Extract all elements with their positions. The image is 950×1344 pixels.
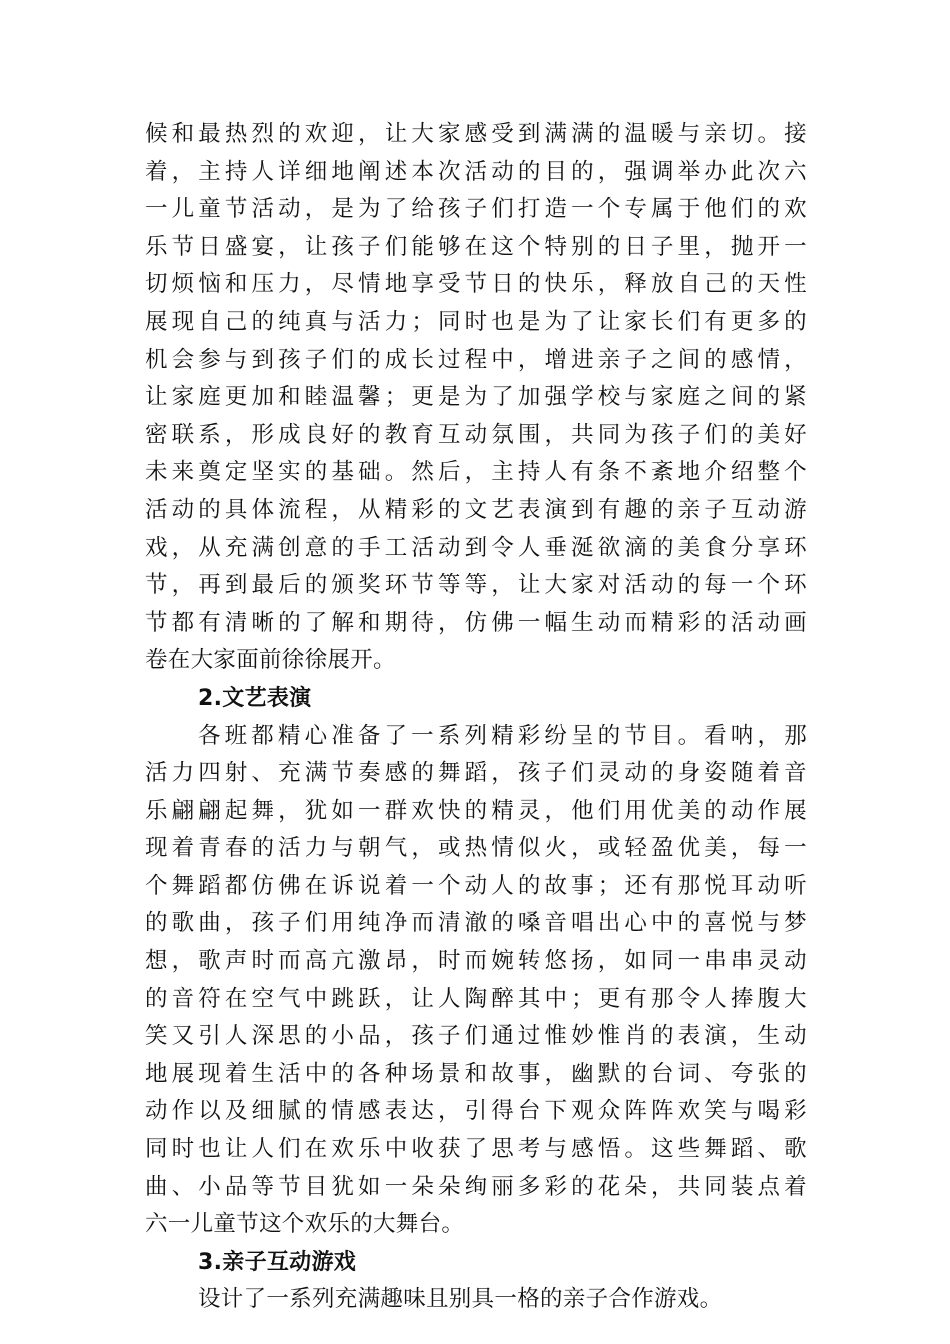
text-line: 想，歌声时而高亢激昂，时而婉转悠扬，如同一串串灵动 [145, 948, 807, 975]
text-line: 个舞蹈都仿佛在诉说着一个动人的故事；还有那悦耳动听 [145, 872, 807, 899]
section-heading-performance: 2.文艺表演 [198, 685, 312, 711]
text-line: 节，再到最后的颁奖环节等等，让大家对活动的每一个环 [145, 572, 807, 599]
text-line: 同时也让人们在欢乐中收获了思考与感悟。这些舞蹈、歌 [145, 1136, 807, 1163]
text-line: 的音符在空气中跳跃，让人陶醉其中；更有那令人捧腹大 [145, 985, 807, 1012]
text-line: 活力四射、充满节奏感的舞蹈，孩子们灵动的身姿随着音 [145, 760, 807, 787]
text-line: 让家庭更加和睦温馨；更是为了加强学校与家庭之间的紧 [145, 384, 807, 411]
text-line: 机会参与到孩子们的成长过程中，增进亲子之间的感情， [145, 346, 807, 373]
paragraph-parent-child-games [145, 1281, 807, 1319]
text-line: 乐翩翩起舞，犹如一群欢快的精灵，他们用优美的动作展 [145, 797, 807, 824]
text-line: 节都有清晰的了解和期待，仿佛一幅生动而精彩的活动画 [145, 609, 807, 636]
text-line: 设计了一系列充满趣味且别具一格的亲子合作游戏。 [198, 1286, 723, 1313]
text-line: 乐节日盛宴，让孩子们能够在这个特别的日子里，抛开一 [145, 233, 807, 260]
text-line: 动作以及细腻的情感表达，引得台下观众阵阵欢笑与喝彩 [145, 1098, 807, 1125]
text-line: 未来奠定坚实的基础。然后，主持人有条不紊地介绍整个 [145, 459, 807, 486]
paragraph-performance [145, 718, 807, 1244]
text-line: 戏，从充满创意的手工活动到令人垂涎欲滴的美食分享环 [145, 534, 807, 561]
text-line: 密联系，形成良好的教育互动氛围，共同为孩子们的美好 [145, 421, 807, 448]
text-line: 着，主持人详细地阐述本次活动的目的，强调举办此次六 [145, 158, 807, 185]
section-heading-parent-child-games: 3.亲子互动游戏 [198, 1249, 357, 1275]
paragraph-event-intro [145, 116, 807, 680]
text-line: 一儿童节活动，是为了给孩子们打造一个专属于他们的欢 [145, 196, 807, 223]
text-line: 六一儿童节这个欢乐的大舞台。 [145, 1211, 465, 1238]
text-line: 笑又引人深思的小品，孩子们通过惟妙惟肖的表演，生动 [145, 1023, 807, 1050]
text-line: 各班都精心准备了一系列精彩纷呈的节目。看呐，那 [198, 722, 807, 749]
text-line: 展现自己的纯真与活力；同时也是为了让家长们有更多的 [145, 308, 807, 335]
text-line: 候和最热烈的欢迎，让大家感受到满满的温暖与亲切。接 [145, 121, 807, 147]
text-line: 活动的具体流程，从精彩的文艺表演到有趣的亲子互动游 [145, 496, 807, 523]
document-body [145, 116, 807, 1319]
text-line: 的歌曲，孩子们用纯净而清澈的嗓音唱出心中的喜悦与梦 [145, 910, 807, 937]
text-line: 切烦恼和压力，尽情地享受节日的快乐，释放自己的天性 [145, 271, 807, 298]
text-line: 曲、小品等节目犹如一朵朵绚丽多彩的花朵，共同装点着 [145, 1173, 807, 1200]
text-line: 现着青春的活力与朝气，或热情似火，或轻盈优美，每一 [145, 835, 807, 862]
text-line: 卷在大家面前徐徐展开。 [145, 647, 396, 674]
text-line: 地展现着生活中的各种场景和故事，幽默的台词、夸张的 [145, 1060, 807, 1087]
